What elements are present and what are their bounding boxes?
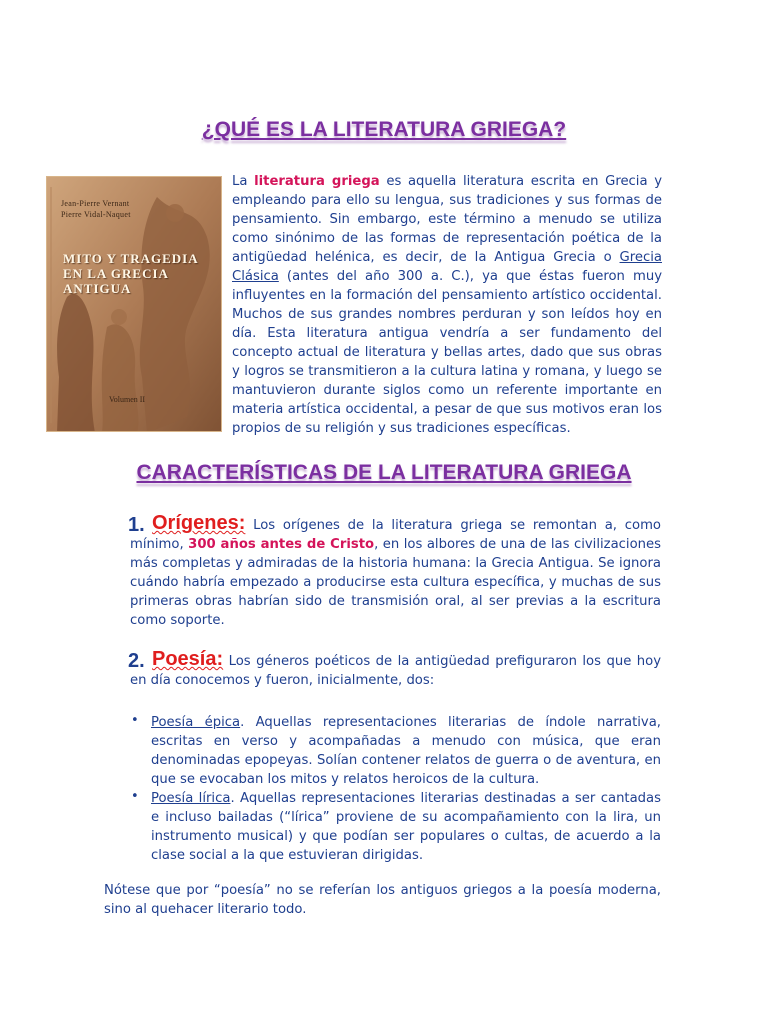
item-paragraph (130, 650, 661, 690)
cover-author-2: Pierre Vidal-Naquet (61, 210, 131, 219)
link-poesia-lirica[interactable]: Poesía lírica (151, 791, 231, 806)
item-paragraph (130, 514, 661, 630)
section-title: CARACTERÍSTICAS DE LA LITERATURA GRIEGA (136, 461, 632, 484)
bullet-dot: • (131, 713, 139, 728)
closing-note: Nótese que por “poesía” no se referían los antiguos griegos a la poesía moderna, sino al quehacer literario todo. (104, 883, 661, 917)
link-poesia-epica[interactable]: Poesía épica (151, 715, 241, 730)
heading-poesia: Poesía: (152, 648, 224, 670)
intro-paragraph (232, 172, 662, 438)
list-item-origenes (130, 514, 661, 630)
bullet-poesia-lirica (131, 789, 661, 865)
item-text-1: Los géneros poéticos de la antigüedad prefiguraron los que hoy en día conocemos y fueron, inicialmente, dos: (130, 654, 661, 688)
highlight-300-anos: 300 años antes de Cristo (188, 537, 375, 552)
link-grecia-clasica[interactable]: Grecia Clásica (232, 250, 662, 284)
list-number: 2. (128, 650, 145, 672)
intro-text-1: es aquella literatura escrita en Grecia y empleando para ello su lengua, sus tradiciones y sus formas de pensamiento. Sin embargo, este término a menudo se utiliza como sinónimo de las formas de representación poética de la antigüedad helénica, es decir, de la Antigua Grecia o (232, 174, 663, 265)
book-cover-image (46, 176, 222, 432)
bullet-text: . Aquellas representaciones literarias de índole narrativa, escritas en verso y acompañadas a menudo con música, que eran denominadas epopeyas. Solían contener relatos de guerra o de aventura, en que se evocaban los mitos y relatos heroicos de la cultura. (151, 715, 661, 787)
bullet-text: . Aquellas representaciones literarias destinadas a ser cantadas e incluso bailadas (“lírica” proviene de su acompañamiento con la lira, un instrumento musical) y que podían ser populares o cultas, de acuerdo a la clase social a la que estuvieran dirigidas. (151, 791, 661, 863)
item-text-1: Los orígenes de la literatura griega se remontan a, como mínimo, (130, 518, 661, 552)
cover-volume: Volumen II (109, 395, 146, 404)
list-item-poesia (130, 650, 661, 690)
bullet-paragraph (151, 789, 661, 865)
cover-title: MITO Y TRAGEDIA EN LA GRECIA ANTIGUA (63, 251, 198, 296)
intro-lead: La (232, 174, 255, 189)
item-text-2: , en los albores de una de las civilizaciones más completas y admiradas de la historia humana: la Grecia Antigua. Se ignora cuándo habría empezado a producirse esta cultura específica, y muchas de sus primeras obras habrían sido de transmisión oral, al ser previas a la escritura como soporte. (130, 537, 661, 628)
term-literatura-griega: literatura griega (254, 174, 380, 189)
bullet-poesia-epica (131, 713, 661, 789)
heading-origenes: Orígenes: (152, 512, 246, 534)
bullet-paragraph (151, 713, 661, 789)
bullet-dot: • (131, 789, 139, 804)
page-title: ¿QUÉ ES LA LITERATURA GRIEGA? (201, 118, 567, 141)
cover-author-1: Jean-Pierre Vernant (61, 199, 130, 208)
intro-text-2: (antes del año 300 a. C.), ya que éstas fueron muy influyentes en la formación del pensamiento artístico occidental. Muchos de sus grandes nombres perduran y son leídos hoy en día. Esta literatura antigua vendría a ser fundamento del concepto actual de literatura y bellas artes, dado que sus obras y logros se transmitieron a la cultura latina y romana, y luego se mantuvieron durante siglos como un referente importante en materia artística occidental, a pesar de que sus motivos eran los propios de su religión y sus tradiciones específicas. (232, 269, 662, 436)
list-number: 1. (128, 514, 145, 536)
